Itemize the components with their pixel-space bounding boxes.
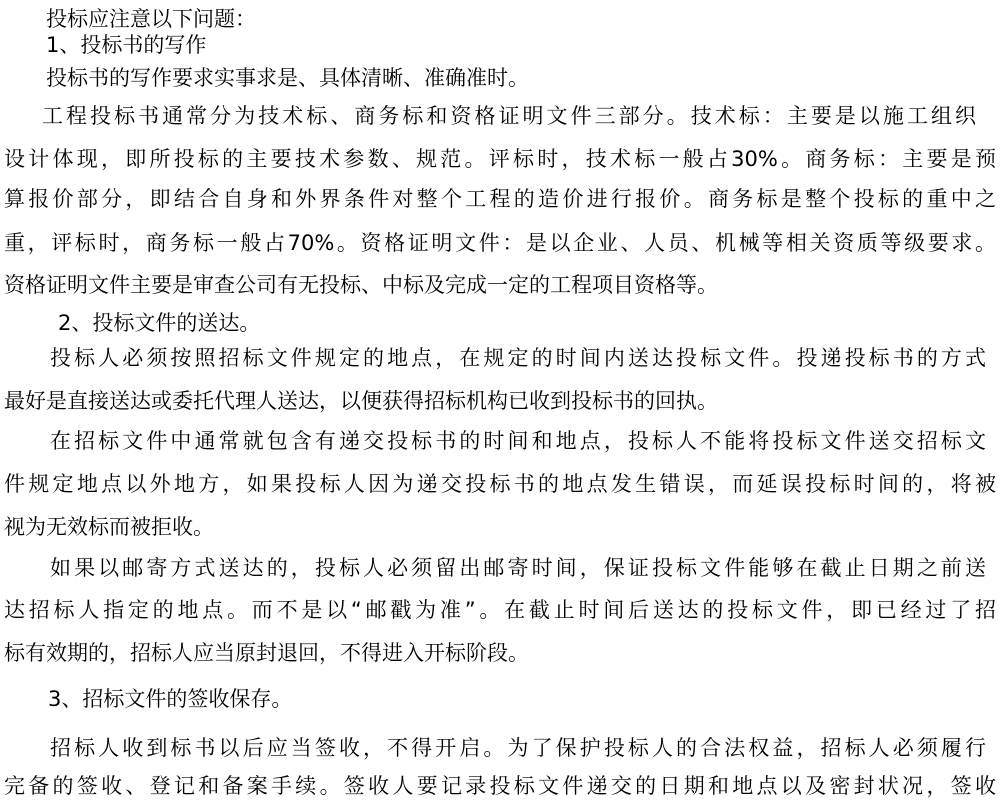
intro-heading: 投标应注意以下问题：: [46, 7, 256, 31]
paragraph-line: 设计体现，即所投标的主要技术参数、规范。评标时，技术标一般占30%。商务标：主要是预: [4, 147, 996, 171]
paragraph-line: 完备的签收、登记和备案手续。签收人要记录投标文件递交的日期和地点以及密封状况，签收: [4, 774, 996, 798]
paragraph-line: 如果以邮寄方式送达的，投标人必须留出邮寄时间，保证投标文件能够在截止日期之前送: [50, 556, 986, 580]
paragraph-line: 件规定地点以外地方，如果投标人因为递交投标书的地点发生错误，而延误投标时间的，将被: [4, 472, 996, 496]
paragraph-line: 招标人收到标书以后应当签收，不得开启。为了保护投标人的合法权益，招标人必须履行: [50, 736, 986, 760]
section-2-heading: 2、投标文件的送达。: [58, 311, 261, 335]
section-3-heading: 3、招标文件的签收保存。: [48, 687, 293, 711]
paragraph-line: 投标书的写作要求实事求是、具体清晰、准确准时。: [46, 66, 529, 90]
section-1-heading: 1、投标书的写作: [46, 33, 207, 57]
paragraph-line: 标有效期的，招标人应当原封退回，不得进入开标阶段。: [4, 641, 529, 665]
paragraph-line: 资格证明文件主要是审查公司有无投标、中标及完成一定的工程项目资格等。: [4, 273, 718, 297]
paragraph-line: 最好是直接送达或委托代理人送达，以便获得招标机构已收到投标书的回执。: [4, 389, 718, 413]
paragraph-line: 在招标文件中通常就包含有递交投标书的时间和地点，投标人不能将投标文件送交招标文: [50, 429, 986, 453]
paragraph-line: 达招标人指定的地点。而不是以“邮戳为准”。在截止时间后送达的投标文件，即已经过了招: [4, 598, 996, 622]
paragraph-line: 工程投标书通常分为技术标、商务标和资格证明文件三部分。技术标：主要是以施工组织: [42, 104, 976, 128]
paragraph-line: 算报价部分，即结合自身和外界条件对整个工程的造价进行报价。商务标是整个投标的重中之: [4, 187, 996, 211]
paragraph-line: 视为无效标而被拒收。: [4, 515, 214, 539]
paragraph-line: 重，评标时，商务标一般占70%。资格证明文件：是以企业、人员、机械等相关资质等级要求。: [4, 231, 996, 255]
paragraph-line: 投标人必须按照招标文件规定的地点，在规定的时间内送达投标文件。投递投标书的方式: [50, 346, 986, 370]
